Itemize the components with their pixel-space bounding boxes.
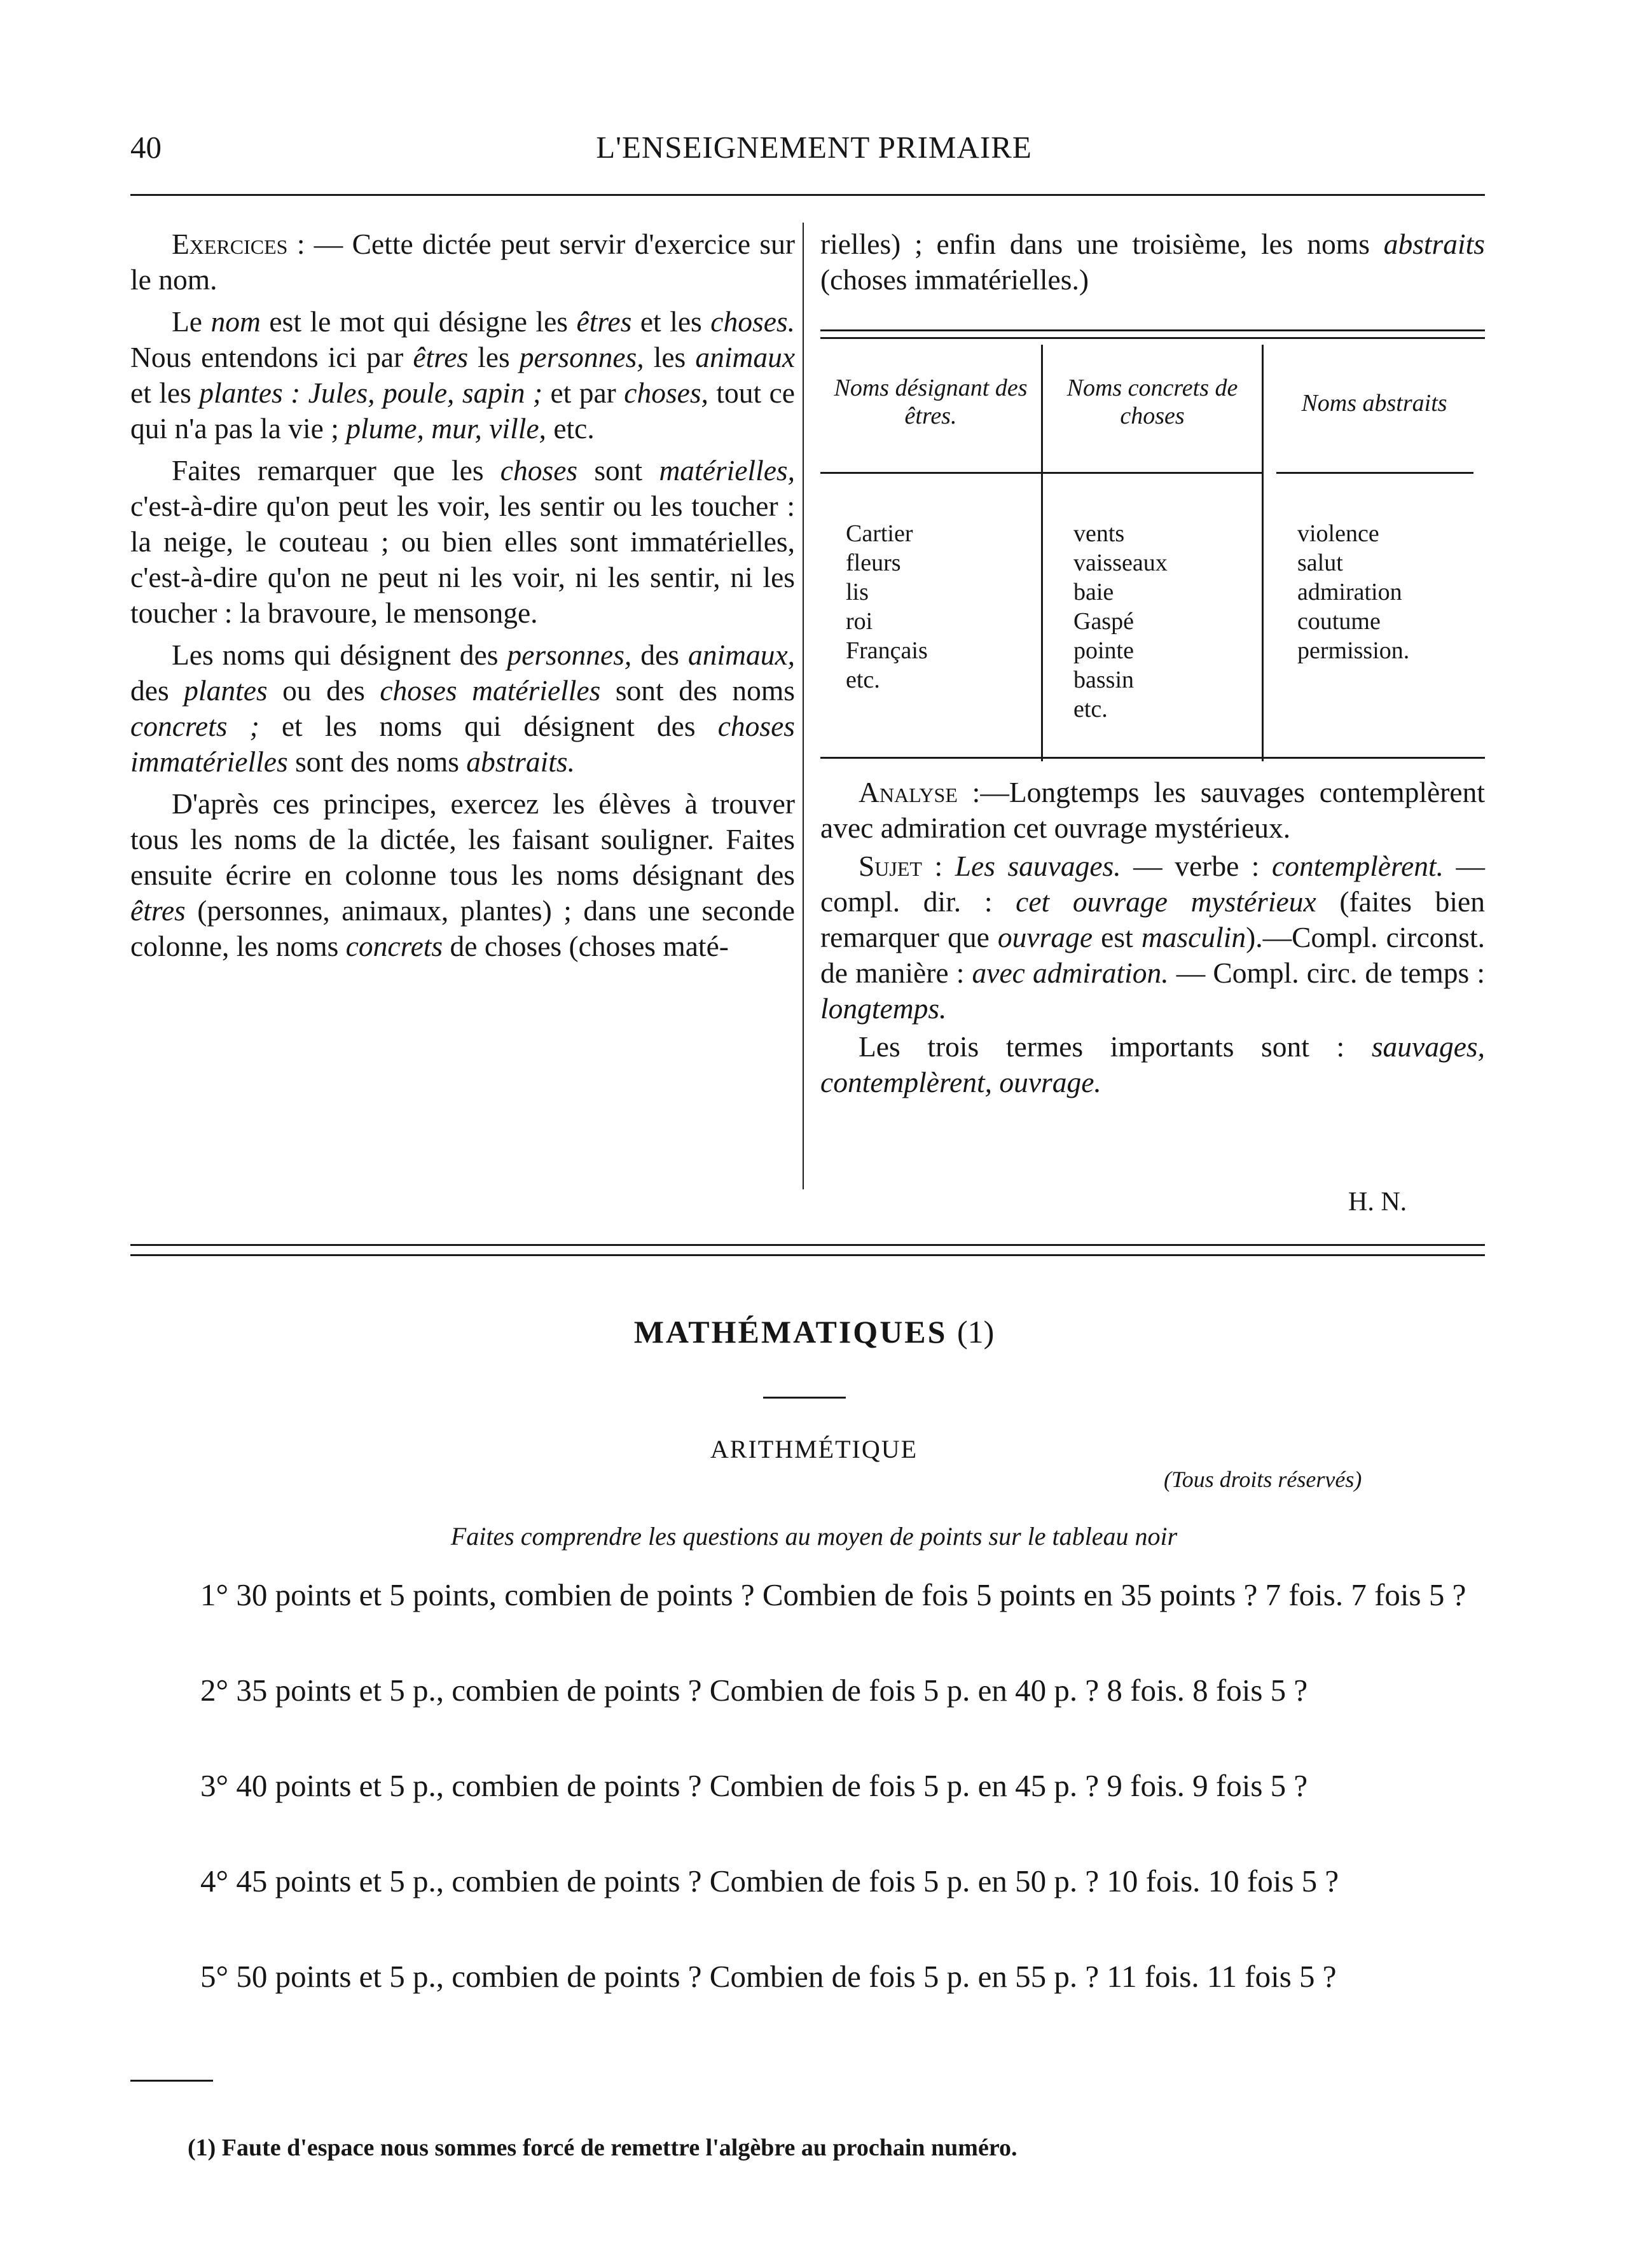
table-cell: Français [846,637,928,664]
italic-run: concrets [345,930,443,962]
question-text: 5° 50 points et 5 p., combien de points ? Combien de fois 5 p. en 55 p. ? 11 fois. 11 fois 5 ? [200,1959,1337,1994]
italic-run: longtemps. [820,992,947,1025]
text-run: c'est-à-dire qu'on peut les voir, les sentir ou les toucher : la neige, le couteau ; ou bien elles sont immatérielles, c'est-à-dire qu'on ne peut ni les voir, ni les sentir, ni les toucher : la bravoure, le mensonge. [130,490,795,629]
text-run: (choses immatérielles.) [820,263,1089,296]
italic-run: choses immatérielles [130,710,795,778]
table-column-concrets [1073,519,1168,724]
exercices-text: : — Cette dictée peut servir d'exercice sur le nom. [130,228,795,296]
text-run: tout ce qui n'a pas la vie ; [130,377,795,445]
italic-run: avec admiration. [972,957,1169,989]
table-bottom-rule [820,757,1485,759]
title-short-rule [763,1397,846,1399]
arithmetique-subtitle: ARITHMÉTIQUE [710,1435,918,1463]
nom-definition-paragraph [130,304,795,446]
text-run: etc. [546,412,595,445]
table-cell: admiration [1297,579,1402,605]
text-run: Le [172,305,211,338]
table-cell: etc. [1073,696,1108,723]
instruction-line: Faites comprendre les questions au moyen de points sur le tableau noir [450,1522,1178,1551]
table-header-rule [1043,472,1262,474]
italic-run: choses. [710,305,795,338]
italic-run: êtres [130,894,186,927]
question-5 [130,1958,1485,1996]
column-divider [803,223,804,1189]
right-column-continuation [820,226,1485,298]
question-1 [130,1576,1485,1614]
text-run: Les trois termes importants sont : [859,1030,1372,1063]
table-cell: lis [846,579,869,605]
italic-run: choses matérielles [380,674,601,707]
text-run: ou des [267,674,380,707]
italic-run: plantes : Jules, poule, sapin ; [199,377,543,409]
text-run: et les noms qui désignent des [259,710,718,742]
table-cell: bassin [1073,667,1134,693]
table-column-abstraits [1297,519,1409,665]
math-title-text: MATHÉMATIQUES [633,1314,948,1350]
left-column [130,226,795,971]
italic-run: ouvrage [997,921,1093,953]
text-run: et les [631,305,711,338]
question-text: 3° 40 points et 5 p., combien de points ? Combien de fois 5 p. en 45 p. ? 9 fois. 9 fois 5 ? [200,1768,1308,1803]
table-top-rule [820,329,1485,331]
exercices-label: Exercices [172,228,288,260]
italic-run: plume, mur, ville, [346,412,546,445]
table-cell: salut [1297,550,1343,576]
header-rule [130,194,1485,196]
italic-run: nom [210,305,261,338]
italic-run: animaux [695,341,796,373]
footnote: (1) Faute d'espace nous sommes forcé de remettre l'algèbre au prochain numéro. [188,2134,1018,2161]
table-cell: Cartier [846,520,913,547]
italic-run: cet ouvrage mystérieux [1016,885,1316,918]
analyse-label: Analyse [859,776,958,808]
principes-paragraph [130,786,795,964]
italic-run: êtres [576,305,632,338]
table-cell: violence [1297,520,1379,547]
table-top-rule-2 [820,337,1485,339]
table-cell: etc. [846,667,880,693]
italic-run: abstraits. [466,745,575,778]
table-header-rule [820,472,1041,474]
italic-run: abstraits [1383,228,1485,260]
table-cell: coutume [1297,608,1381,635]
text-run: Nous entendons ici par [130,341,413,373]
text-run: rielles) ; enfin dans une troisième, les noms [820,228,1384,260]
text-run: et les [130,377,200,409]
italic-run: concrets ; [130,710,259,742]
table-header-etres: Noms désignant des êtres. [834,375,1028,429]
text-run: D'après ces principes, exercez les élèves à trouver tous les noms de la dictée, les faisant souligner. Faites ensuite écrire en colonne tous les noms désignant des [130,787,795,891]
text-run: des [631,639,688,671]
concrets-abstraits-paragraph [130,637,795,780]
math-section-title [0,1313,1628,1350]
table-column-etres [846,519,928,695]
footnote-rule [130,2080,213,2082]
question-text: 2° 35 points et 5 p., combien de points ? Combien de fois 5 p. en 40 p. ? 8 fois. 8 fois 5 ? [200,1673,1308,1708]
text-run: des [130,674,184,707]
text-run: — Compl. circ. de temps : [1168,957,1486,989]
italic-run: choses [500,454,578,487]
termes-paragraph [820,1029,1485,1100]
italic-run: personnes, [507,639,632,671]
table-cell: pointe [1073,637,1134,664]
table-cell: vents [1073,520,1125,547]
section-rule [130,1254,1485,1256]
sujet-paragraph [820,848,1485,1027]
italic-run: Les sauvages. [955,850,1121,882]
italic-run: plantes [184,674,268,707]
italic-run: sauvages, contemplèrent, ouvrage. [820,1030,1485,1098]
page-number: 40 [130,130,162,165]
text-run: Faites remarquer que les [172,454,500,487]
section-rule [130,1244,1485,1246]
italic-run: animaux, [687,639,796,671]
table-cell: permission. [1297,637,1410,664]
text-run: — compl. dir. : [820,850,1486,918]
italic-run: êtres [413,341,469,373]
text-run: — verbe : [1121,850,1272,882]
table-cell: baie [1073,579,1114,605]
text-run: Les noms qui désignent des [172,639,507,671]
question-2 [130,1671,1485,1710]
analyse-paragraph [820,775,1485,846]
text-run: est [1093,921,1142,953]
question-4 [130,1862,1485,1900]
text-run: ).—Compl. circonst. de manière : [820,921,1485,989]
italic-run: choses, [624,377,708,409]
text-run: sont [577,454,659,487]
text-run: et par [542,377,624,409]
text-run: sont des noms [600,674,795,707]
question-text: 1° 30 points et 5 points, combien de points ? Combien de fois 5 points en 35 points ? 7 fois. 7 fois 5 ? [200,1577,1466,1612]
text-run: sont des noms [287,745,467,778]
italic-run: contemplèrent. [1272,850,1444,882]
table-cell: vaisseaux [1073,550,1168,576]
italic-run: matérielles, [659,454,795,487]
analyse-section [820,775,1485,1103]
text-run: est le mot qui désigne les [260,305,577,338]
table-header-rule [1276,472,1473,474]
sujet-label: Sujet [859,850,922,882]
question-3 [130,1767,1485,1805]
italic-run: masculin [1141,921,1246,953]
text-run: : [921,850,955,882]
text-run: :—Longtemps les sauvages contemplèrent avec admiration cet ouvrage mystérieux. [820,776,1485,844]
table-cell: roi [846,608,873,635]
text-run: les [644,341,696,373]
question-text: 4° 45 points et 5 p., combien de points ? Combien de fois 5 p. en 50 p. ? 10 fois. 10 fois 5 ? [200,1863,1339,1898]
italic-run: personnes, [519,341,644,373]
table-cell: Gaspé [1073,608,1134,635]
exercices-paragraph [130,226,795,298]
text-run: les [468,341,520,373]
table-header-abstraits: Noms abstraits [1301,390,1447,417]
footnote-reference: (1) [956,1314,995,1350]
author-signature: H. N. [1348,1187,1407,1217]
continuation-paragraph [820,226,1485,298]
text-run: de choses (choses maté- [443,930,729,962]
rights-notice: (Tous droits réservés) [1164,1467,1362,1492]
text-run: (personnes, animaux, plantes) ; dans une seconde colonne, les noms [130,894,795,962]
table-header-concrets: Noms concrets de choses [1066,375,1238,429]
running-title: L'ENSEIGNEMENT PRIMAIRE [596,130,1032,165]
choses-paragraph [130,453,795,631]
table-cell: fleurs [846,550,901,576]
text-run: (faites bien remarquer que [820,885,1485,953]
